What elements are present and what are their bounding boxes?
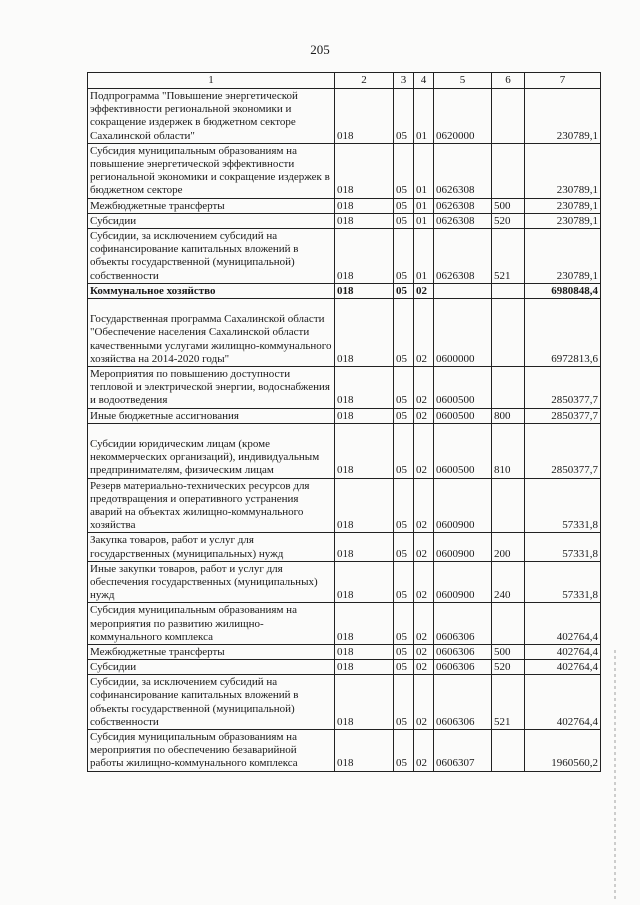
row-amount-cell: 57331,8 [525,478,601,533]
row-admin-code-cell: 018 [335,213,394,228]
row-amount-cell: 2850377,7 [525,423,601,478]
row-admin-code-cell: 018 [335,660,394,675]
header-cell: 1 [88,73,335,89]
row-amount-cell: 6980848,4 [525,283,601,298]
row-admin-code-cell: 018 [335,408,394,423]
row-section-cell: 05 [394,533,414,561]
row-admin-code-cell: 018 [335,478,394,533]
table-row [88,408,601,423]
row-target-article-cell: 0600000 [434,298,492,366]
header-cell: 7 [525,73,601,89]
row-admin-code-cell: 018 [335,730,394,772]
row-amount-cell: 402764,4 [525,660,601,675]
row-admin-code-cell: 018 [335,561,394,603]
row-admin-code-cell: 018 [335,283,394,298]
row-admin-code-cell: 018 [335,228,394,283]
row-subsection-cell: 02 [414,408,434,423]
row-amount-cell: 230789,1 [525,143,601,198]
row-expense-type-cell: 500 [492,644,525,659]
row-subsection-cell: 02 [414,603,434,645]
row-name-cell: Иные бюджетные ассигнования [88,408,335,423]
row-target-article-cell: 0600500 [434,366,492,408]
table-row [88,298,601,366]
row-expense-type-cell [492,478,525,533]
row-target-article-cell: 0606306 [434,660,492,675]
table-row [88,660,601,675]
row-amount-cell: 402764,4 [525,603,601,645]
table-row [88,228,601,283]
row-section-cell: 05 [394,478,414,533]
row-name-cell: Субсидии, за исключением субсидий на софинансирование капитальных вложений в объекты государственной (муниципальной) собственности [88,228,335,283]
row-subsection-cell: 02 [414,366,434,408]
row-expense-type-cell: 500 [492,198,525,213]
row-amount-cell: 230789,1 [525,89,601,144]
row-section-cell: 05 [394,283,414,298]
row-subsection-cell: 02 [414,298,434,366]
row-amount-cell: 1960560,2 [525,730,601,772]
table-row [88,730,601,772]
row-admin-code-cell: 018 [335,143,394,198]
row-section-cell: 05 [394,603,414,645]
row-name-cell: Субсидии [88,213,335,228]
row-section-cell: 05 [394,408,414,423]
row-amount-cell: 2850377,7 [525,408,601,423]
row-target-article-cell [434,283,492,298]
row-target-article-cell: 0626308 [434,213,492,228]
row-target-article-cell: 0626308 [434,228,492,283]
row-expense-type-cell: 200 [492,533,525,561]
row-target-article-cell: 0606307 [434,730,492,772]
page-number: 205 [310,42,330,57]
table-row [88,213,601,228]
row-target-article-cell: 0600900 [434,533,492,561]
row-name-cell: Мероприятия по повышению доступности тепловой и электрической энергии, водоснабжения и водоотведения [88,366,335,408]
row-target-article-cell: 0600500 [434,423,492,478]
header-cell: 5 [434,73,492,89]
row-admin-code-cell: 018 [335,603,394,645]
row-amount-cell: 57331,8 [525,561,601,603]
row-subsection-cell: 01 [414,89,434,144]
row-target-article-cell: 0606306 [434,644,492,659]
row-admin-code-cell: 018 [335,644,394,659]
table-row [88,366,601,408]
row-amount-cell: 230789,1 [525,198,601,213]
row-subsection-cell: 02 [414,478,434,533]
row-amount-cell: 230789,1 [525,213,601,228]
row-expense-type-cell: 800 [492,408,525,423]
row-section-cell: 05 [394,298,414,366]
row-section-cell: 05 [394,89,414,144]
row-subsection-cell: 01 [414,198,434,213]
row-admin-code-cell: 018 [335,298,394,366]
row-expense-type-cell [492,89,525,144]
row-name-cell: Субсидии юридическим лицам (кроме некоммерческих организаций), индивидуальным предпринимателям, физическим лицам [88,423,335,478]
row-expense-type-cell [492,298,525,366]
row-expense-type-cell: 520 [492,660,525,675]
row-subsection-cell: 02 [414,283,434,298]
row-subsection-cell: 02 [414,675,434,730]
row-admin-code-cell: 018 [335,198,394,213]
row-name-cell: Субсидия муниципальным образованиям на мероприятия по развитию жилищно-коммунального комплекса [88,603,335,645]
header-cell: 3 [394,73,414,89]
row-section-cell: 05 [394,198,414,213]
row-admin-code-cell: 018 [335,89,394,144]
row-name-cell: Межбюджетные трансферты [88,644,335,659]
row-subsection-cell: 01 [414,228,434,283]
row-subsection-cell: 01 [414,143,434,198]
row-section-cell: 05 [394,228,414,283]
row-expense-type-cell [492,366,525,408]
row-admin-code-cell: 018 [335,423,394,478]
row-name-cell: Межбюджетные трансферты [88,198,335,213]
row-target-article-cell: 0620000 [434,89,492,144]
table-row [88,423,601,478]
row-section-cell: 05 [394,675,414,730]
row-expense-type-cell: 240 [492,561,525,603]
table-row [88,561,601,603]
table-row [88,143,601,198]
row-section-cell: 05 [394,730,414,772]
row-target-article-cell: 0606306 [434,603,492,645]
row-expense-type-cell [492,730,525,772]
row-expense-type-cell [492,143,525,198]
row-subsection-cell: 02 [414,644,434,659]
row-expense-type-cell: 521 [492,675,525,730]
row-section-cell: 05 [394,143,414,198]
row-name-cell: Подпрограмма "Повышение энергетической эффективности региональной экономики и сокращение издержек в бюджетном секторе Сахалинской области" [88,89,335,144]
row-expense-type-cell: 521 [492,228,525,283]
row-subsection-cell: 02 [414,561,434,603]
row-expense-type-cell [492,283,525,298]
row-target-article-cell: 0606306 [434,675,492,730]
table-row [88,283,601,298]
row-amount-cell: 57331,8 [525,533,601,561]
table-row [88,675,601,730]
row-target-article-cell: 0600900 [434,561,492,603]
table-body [88,89,601,772]
row-target-article-cell: 0600500 [434,408,492,423]
row-target-article-cell: 0600900 [434,478,492,533]
row-name-cell: Коммунальное хозяйство [88,283,335,298]
row-name-cell: Субсидии [88,660,335,675]
table-row [88,603,601,645]
row-expense-type-cell [492,603,525,645]
header-cell: 4 [414,73,434,89]
table-row [88,533,601,561]
row-section-cell: 05 [394,660,414,675]
row-section-cell: 05 [394,213,414,228]
row-amount-cell: 2850377,7 [525,366,601,408]
row-subsection-cell: 02 [414,730,434,772]
row-admin-code-cell: 018 [335,675,394,730]
row-admin-code-cell: 018 [335,366,394,408]
row-amount-cell: 402764,4 [525,675,601,730]
row-expense-type-cell: 810 [492,423,525,478]
row-name-cell: Государственная программа Сахалинской области "Обеспечение населения Сахалинской области качественными услугами жилищно-коммунального хозяйства на 2014-2020 годы" [88,298,335,366]
row-name-cell: Субсидии, за исключением субсидий на софинансирование капитальных вложений в объекты государственной (муниципальной) собственности [88,675,335,730]
budget-table [87,72,601,772]
row-subsection-cell: 02 [414,423,434,478]
row-amount-cell: 6972813,6 [525,298,601,366]
row-name-cell: Субсидия муниципальным образованиям на повышение энергетической эффективности региональной экономики и сокращение издержек в бюджетном секторе [88,143,335,198]
row-section-cell: 05 [394,366,414,408]
table-row [88,478,601,533]
row-name-cell: Закупка товаров, работ и услуг для государственных (муниципальных) нужд [88,533,335,561]
row-subsection-cell: 02 [414,533,434,561]
row-target-article-cell: 0626308 [434,143,492,198]
row-name-cell: Субсидия муниципальным образованиям на мероприятия по обеспечению безаварийной работы жилищно-коммунального комплекса [88,730,335,772]
row-name-cell: Резерв материально-технических ресурсов для предотвращения и оперативного устранения аварий на объектах жилищно-коммунального хозяйства [88,478,335,533]
table-row [88,89,601,144]
row-amount-cell: 230789,1 [525,228,601,283]
row-subsection-cell: 02 [414,660,434,675]
row-section-cell: 05 [394,644,414,659]
row-subsection-cell: 01 [414,213,434,228]
row-name-cell: Иные закупки товаров, работ и услуг для обеспечения государственных (муниципальных) нужд [88,561,335,603]
header-cell: 6 [492,73,525,89]
row-amount-cell: 402764,4 [525,644,601,659]
header-cell: 2 [335,73,394,89]
table-header-row [88,73,601,89]
table-row [88,198,601,213]
row-target-article-cell: 0626308 [434,198,492,213]
row-section-cell: 05 [394,423,414,478]
table-row [88,644,601,659]
row-admin-code-cell: 018 [335,533,394,561]
row-expense-type-cell: 520 [492,213,525,228]
scan-edge-mark [614,650,616,900]
row-section-cell: 05 [394,561,414,603]
